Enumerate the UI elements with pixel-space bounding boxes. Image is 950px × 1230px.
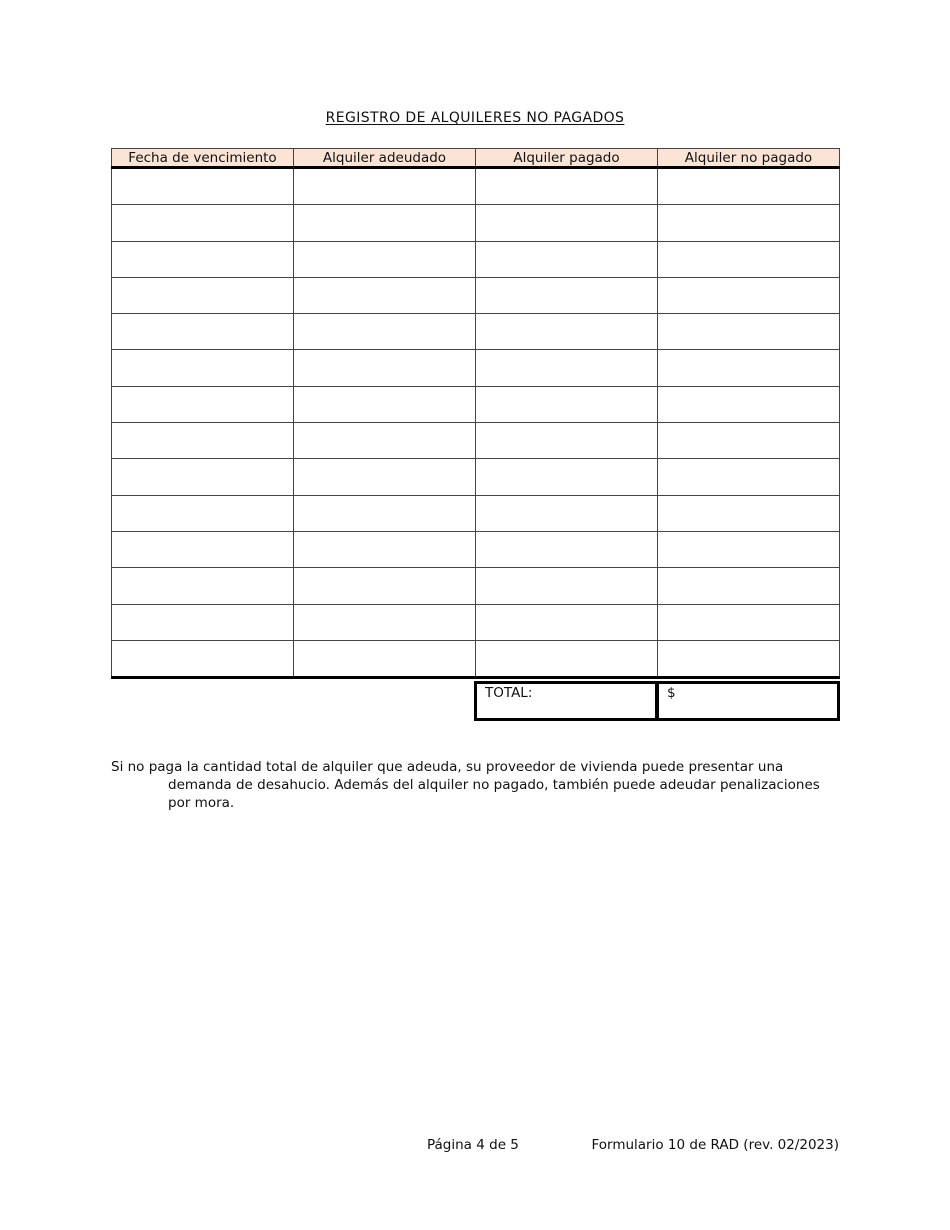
total-value-field[interactable]: $ — [657, 681, 840, 721]
rent-paid-cell[interactable] — [476, 314, 658, 350]
document-title — [0, 110, 950, 126]
table-row — [112, 205, 840, 241]
header-rent-paid: Alquiler pagado — [476, 149, 658, 168]
due-date-cell[interactable] — [112, 640, 294, 677]
table-row — [112, 640, 840, 677]
rent-paid-cell[interactable] — [476, 277, 658, 313]
rent-paid-cell[interactable] — [476, 604, 658, 640]
table-row — [112, 495, 840, 531]
due-date-cell[interactable] — [112, 168, 294, 205]
table-row — [112, 568, 840, 604]
due-date-cell[interactable] — [112, 531, 294, 567]
due-date-cell[interactable] — [112, 604, 294, 640]
rent-owed-cell[interactable] — [294, 314, 476, 350]
due-date-cell[interactable] — [112, 241, 294, 277]
rent-owed-cell[interactable] — [294, 423, 476, 459]
header-rent-owed: Alquiler adeudado — [294, 149, 476, 168]
rent-unpaid-cell[interactable] — [658, 531, 840, 567]
rent-unpaid-cell[interactable] — [658, 495, 840, 531]
due-date-cell[interactable] — [112, 568, 294, 604]
rent-paid-cell[interactable] — [476, 640, 658, 677]
due-date-cell[interactable] — [112, 386, 294, 422]
rent-unpaid-cell[interactable] — [658, 640, 840, 677]
rent-paid-cell[interactable] — [476, 168, 658, 205]
table-header-row — [112, 149, 840, 168]
rent-paid-cell[interactable] — [476, 241, 658, 277]
rent-unpaid-cell[interactable] — [658, 459, 840, 495]
table-row — [112, 604, 840, 640]
rent-unpaid-cell[interactable] — [658, 386, 840, 422]
rent-paid-cell[interactable] — [476, 568, 658, 604]
rent-paid-cell[interactable] — [476, 386, 658, 422]
rent-owed-cell[interactable] — [294, 495, 476, 531]
header-due-date: Fecha de vencimiento — [112, 149, 294, 168]
due-date-cell[interactable] — [112, 314, 294, 350]
rent-owed-cell[interactable] — [294, 386, 476, 422]
table-row — [112, 350, 840, 386]
rent-unpaid-cell[interactable] — [658, 568, 840, 604]
rent-owed-cell[interactable] — [294, 277, 476, 313]
header-rent-unpaid: Alquiler no pagado — [658, 149, 840, 168]
eviction-notice-text: Si no paga la cantidad total de alquiler que adeuda, su proveedor de vivienda puede presentar una demanda de desahucio. Además del alquiler no pagado, también puede adeudar penalizaciones por mora. — [111, 759, 820, 811]
due-date-cell[interactable] — [112, 423, 294, 459]
rent-unpaid-cell[interactable] — [658, 277, 840, 313]
form-identifier: Formulario 10 de RAD (rev. 02/2023) — [591, 1137, 839, 1153]
due-date-cell[interactable] — [112, 277, 294, 313]
rent-unpaid-cell[interactable] — [658, 604, 840, 640]
table-row — [112, 314, 840, 350]
table-row — [112, 168, 840, 205]
rent-unpaid-cell[interactable] — [658, 205, 840, 241]
total-label: TOTAL: — [474, 681, 657, 721]
page-number: Página 4 de 5 — [427, 1137, 519, 1153]
table-row — [112, 459, 840, 495]
table-row — [112, 277, 840, 313]
table-row — [112, 423, 840, 459]
total-row — [474, 681, 840, 718]
rent-paid-cell[interactable] — [476, 459, 658, 495]
due-date-cell[interactable] — [112, 495, 294, 531]
rent-owed-cell[interactable] — [294, 205, 476, 241]
rent-unpaid-cell[interactable] — [658, 423, 840, 459]
due-date-cell[interactable] — [112, 459, 294, 495]
rent-paid-cell[interactable] — [476, 350, 658, 386]
rent-unpaid-cell[interactable] — [658, 314, 840, 350]
rent-paid-cell[interactable] — [476, 205, 658, 241]
rent-unpaid-cell[interactable] — [658, 241, 840, 277]
table-row — [112, 386, 840, 422]
rent-paid-cell[interactable] — [476, 531, 658, 567]
rent-owed-cell[interactable] — [294, 604, 476, 640]
table-row — [112, 241, 840, 277]
rent-owed-cell[interactable] — [294, 568, 476, 604]
rent-paid-cell[interactable] — [476, 423, 658, 459]
unpaid-rent-table — [111, 148, 840, 679]
due-date-cell[interactable] — [112, 350, 294, 386]
rent-owed-cell[interactable] — [294, 459, 476, 495]
document-title-text: REGISTRO DE ALQUILERES NO PAGADOS — [325, 110, 625, 126]
rent-unpaid-cell[interactable] — [658, 168, 840, 205]
rent-owed-cell[interactable] — [294, 640, 476, 677]
rent-owed-cell[interactable] — [294, 350, 476, 386]
rent-owed-cell[interactable] — [294, 168, 476, 205]
rent-owed-cell[interactable] — [294, 241, 476, 277]
rent-unpaid-cell[interactable] — [658, 350, 840, 386]
rent-paid-cell[interactable] — [476, 495, 658, 531]
due-date-cell[interactable] — [112, 205, 294, 241]
table-row — [112, 531, 840, 567]
rent-owed-cell[interactable] — [294, 531, 476, 567]
